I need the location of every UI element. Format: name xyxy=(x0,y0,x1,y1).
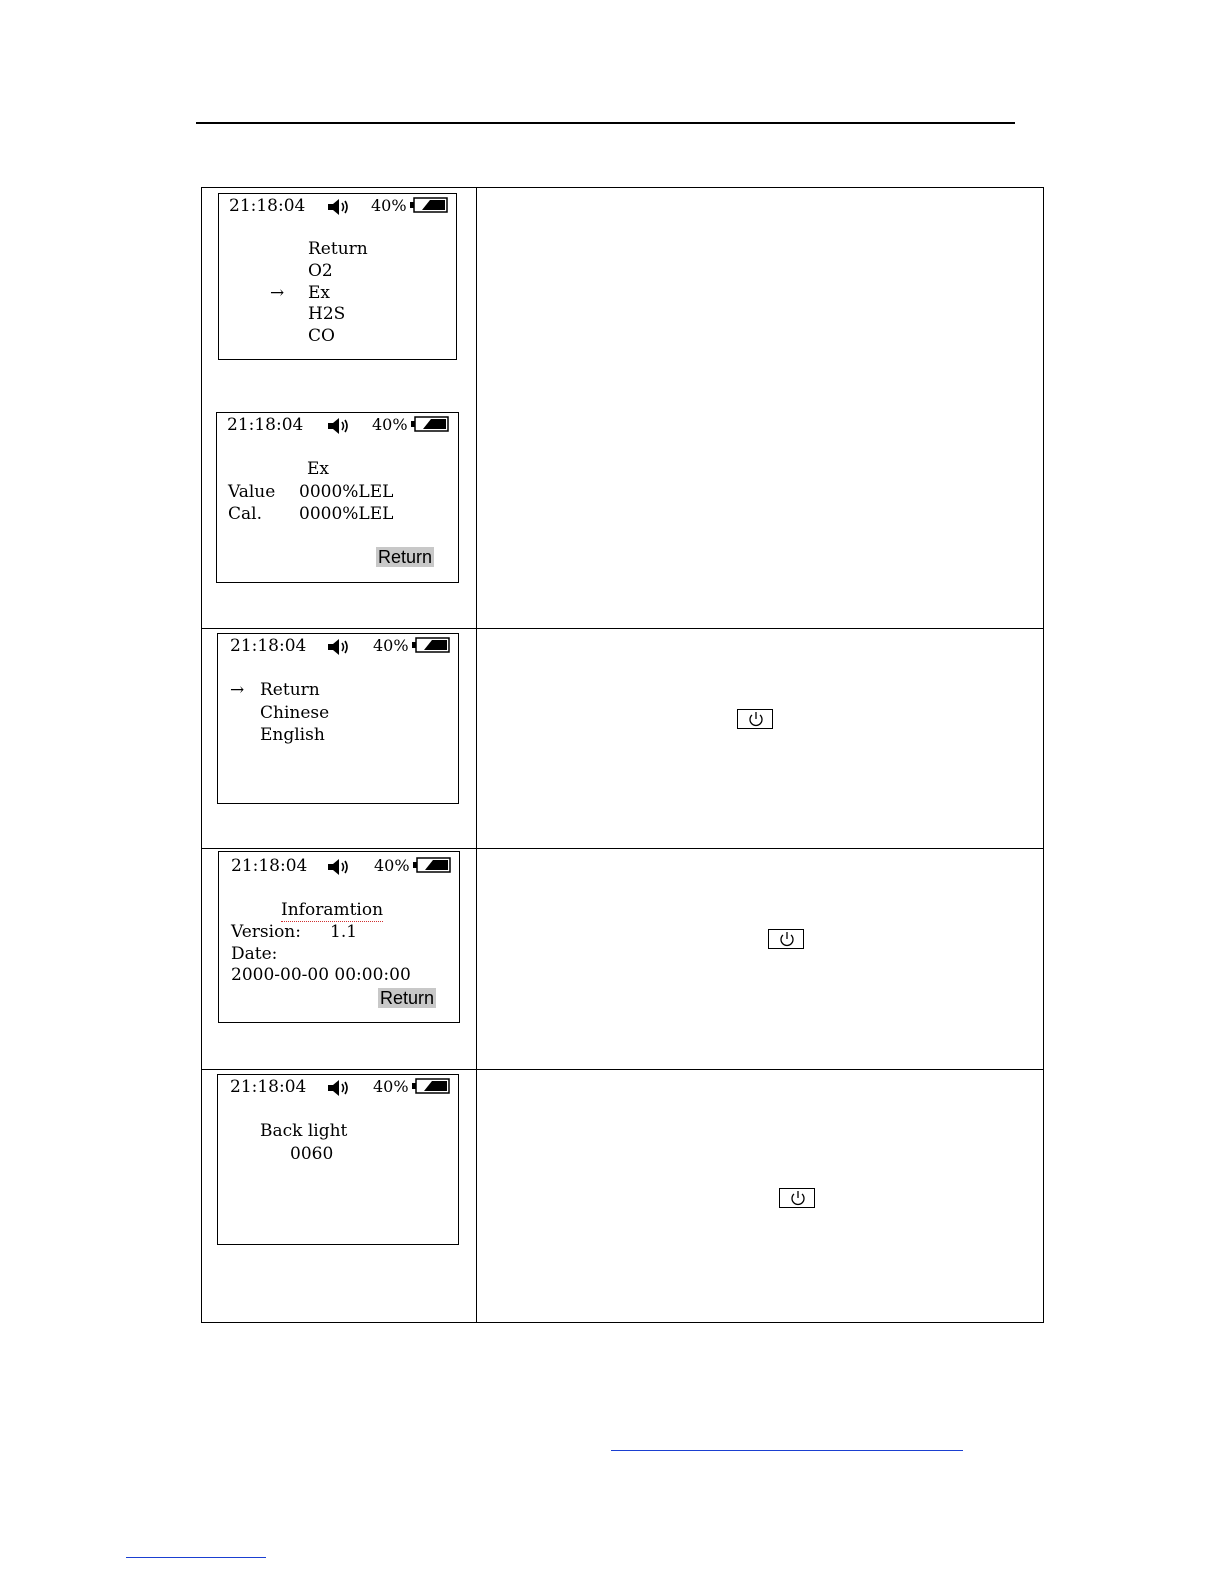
lcd-information-screen xyxy=(218,851,460,1023)
battery-icon xyxy=(413,857,451,873)
menu-item-ex[interactable]: Ex xyxy=(308,283,330,303)
version-label: Version: xyxy=(231,922,301,942)
status-bar xyxy=(218,634,458,658)
cal-label: Cal. xyxy=(228,504,262,524)
date-value: 2000-00-00 00:00:00 xyxy=(231,965,411,985)
battery-percent: 40% xyxy=(373,1077,409,1096)
cal-reading: 0000%LEL xyxy=(299,504,394,524)
column-divider xyxy=(476,187,477,1323)
speaker-icon xyxy=(327,638,353,656)
battery-icon xyxy=(410,197,448,213)
battery-percent: 40% xyxy=(372,415,408,434)
status-bar xyxy=(219,194,456,218)
backlight-value: 0060 xyxy=(290,1144,334,1164)
battery-icon xyxy=(412,637,450,653)
value-label: Value xyxy=(228,482,276,502)
menu-item-english[interactable]: English xyxy=(260,725,325,745)
speaker-icon xyxy=(327,1079,353,1097)
return-button[interactable]: Return xyxy=(378,547,433,567)
power-button-icon xyxy=(768,929,804,949)
selection-arrow: → xyxy=(230,680,245,700)
battery-percent: 40% xyxy=(371,196,407,215)
screen-title: Ex xyxy=(307,459,329,479)
footer-link[interactable] xyxy=(126,1557,266,1558)
menu-item-return[interactable]: Return xyxy=(308,239,368,259)
power-button-icon xyxy=(737,709,773,729)
menu-item-return[interactable]: Return xyxy=(260,680,320,700)
speaker-icon xyxy=(327,858,353,876)
clock: 21:18:04 xyxy=(229,196,306,216)
row-divider xyxy=(201,1069,1044,1070)
return-button[interactable]: Return xyxy=(380,988,435,1008)
power-button-icon xyxy=(779,1188,815,1208)
lcd-language-screen xyxy=(217,633,459,804)
status-bar xyxy=(219,852,459,876)
menu-item-chinese[interactable]: Chinese xyxy=(260,703,330,723)
row-divider xyxy=(201,628,1044,629)
battery-percent: 40% xyxy=(373,636,409,655)
selection-arrow: → xyxy=(270,283,285,303)
clock: 21:18:04 xyxy=(230,1077,307,1097)
battery-percent: 40% xyxy=(374,856,410,875)
status-bar xyxy=(217,413,458,437)
header-rule xyxy=(196,122,1015,124)
version-value: 1.1 xyxy=(330,922,358,942)
menu-item-h2s[interactable]: H2S xyxy=(308,304,346,324)
menu-item-co[interactable]: CO xyxy=(308,326,335,346)
row-divider xyxy=(201,848,1044,849)
value-reading: 0000%LEL xyxy=(299,482,394,502)
screen-title: Back light xyxy=(260,1121,348,1141)
footer-link[interactable] xyxy=(611,1450,963,1451)
lcd-gas-select-screen xyxy=(218,193,457,360)
clock: 21:18:04 xyxy=(227,415,304,435)
status-bar xyxy=(218,1075,458,1099)
menu-item-o2[interactable]: O2 xyxy=(308,261,333,281)
lcd-ex-detail-screen xyxy=(216,412,459,583)
speaker-icon xyxy=(327,417,353,435)
lcd-backlight-screen xyxy=(217,1074,459,1245)
speaker-icon xyxy=(327,198,353,216)
battery-icon xyxy=(411,416,449,432)
clock: 21:18:04 xyxy=(231,856,308,876)
date-label: Date: xyxy=(231,944,278,964)
battery-icon xyxy=(412,1078,450,1094)
screen-title: Inforamtion xyxy=(281,900,384,920)
clock: 21:18:04 xyxy=(230,636,307,656)
